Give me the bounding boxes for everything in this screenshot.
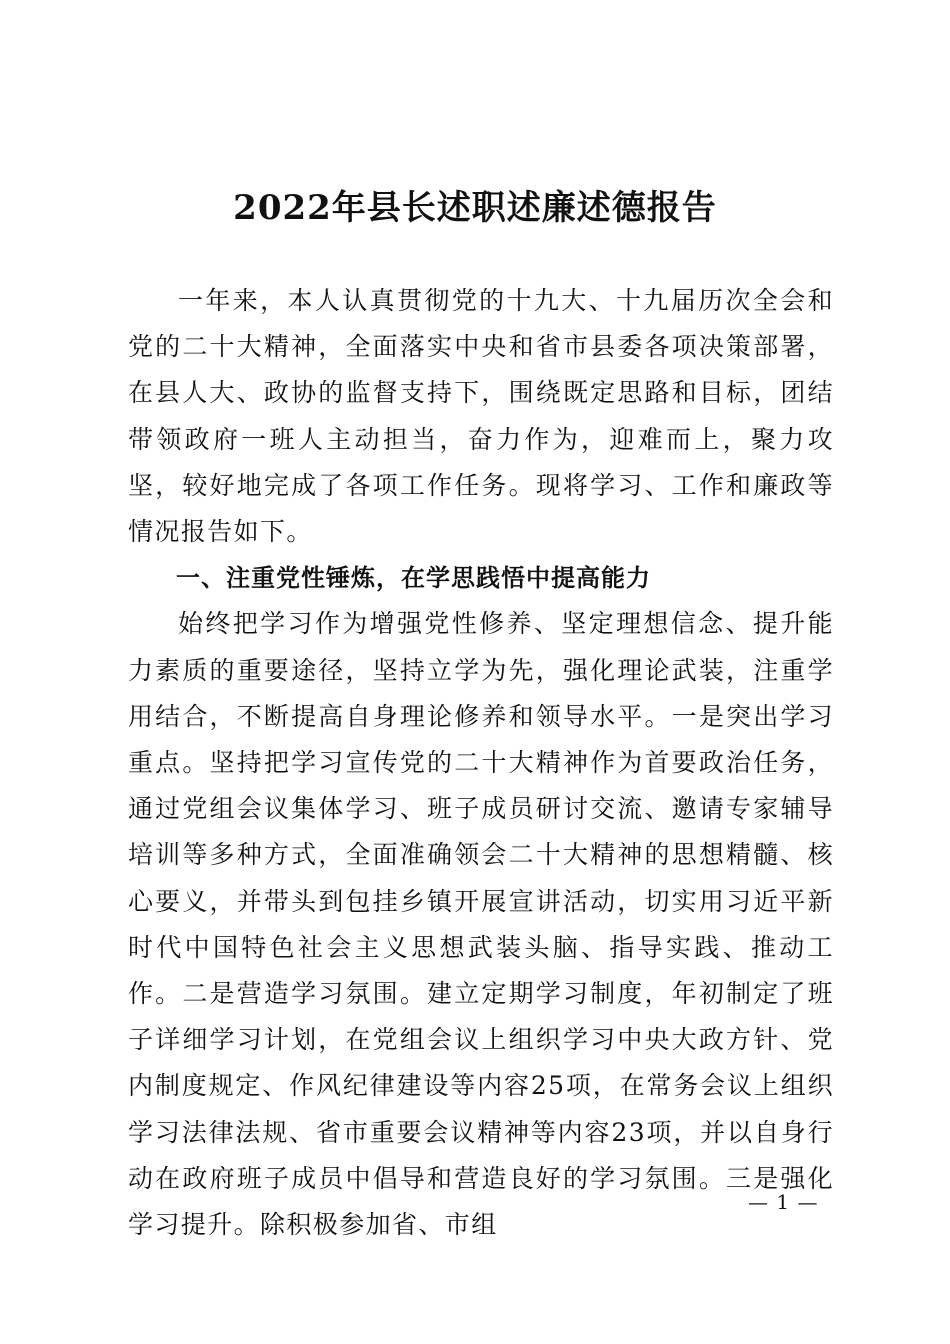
intro-paragraph: 一年来，本人认真贯彻党的十九大、十九届历次全会和党的二十大精神，全面落实中央和省市县委各项决策部署，在县人大、政协的监督支持下，围绕既定思路和目标，团结带领政府一班人主动担当，奋力作为，迎难而上，聚力攻坚，较好地完成了各项工作任务。现将学习、工作和廉政等情况报告如下。 (128, 286, 834, 547)
page-number: — 1 — (748, 1190, 819, 1214)
document-body (128, 278, 834, 1248)
document-title: 2022年县长述职述廉述德报告 (233, 188, 717, 228)
section-paragraph: 始终把学习作为增强党性修养、坚定理想信念、提升能力素质的重要途径，坚持立学为先，强化理论武装，注重学用结合，不断提高自身理论修养和领导水平。一是突出学习重点。坚持把学习宣传党的二十大精神作为首要政治任务，通过党组会议集体学习、班子成员研讨交流、邀请专家辅导培训等多种方式，全面准确领会二十大精神的思想精髓、核心要义，并带头到包挂乡镇开展宣讲活动，切实用习近平新时代中国特色社会主义思想武装头脑、指导实践、推动工作。二是营造学习氛围。建立定期学习制度，年初制定了班子详细学习计划，在党组会议上组织学习中央大政方针、党内制度规定、作风纪律建设等内容25项，在常务会议上组织学习法律法规、省市重要会议精神等内容23项，并以自身行动在政府班子成员中倡导和营造良好的学习氛围。三是强化学习提升。除积极参加省、市组 (128, 609, 834, 1240)
section-heading: 一、注重党性锤炼，在学思践悟中提高能力 (176, 564, 651, 593)
